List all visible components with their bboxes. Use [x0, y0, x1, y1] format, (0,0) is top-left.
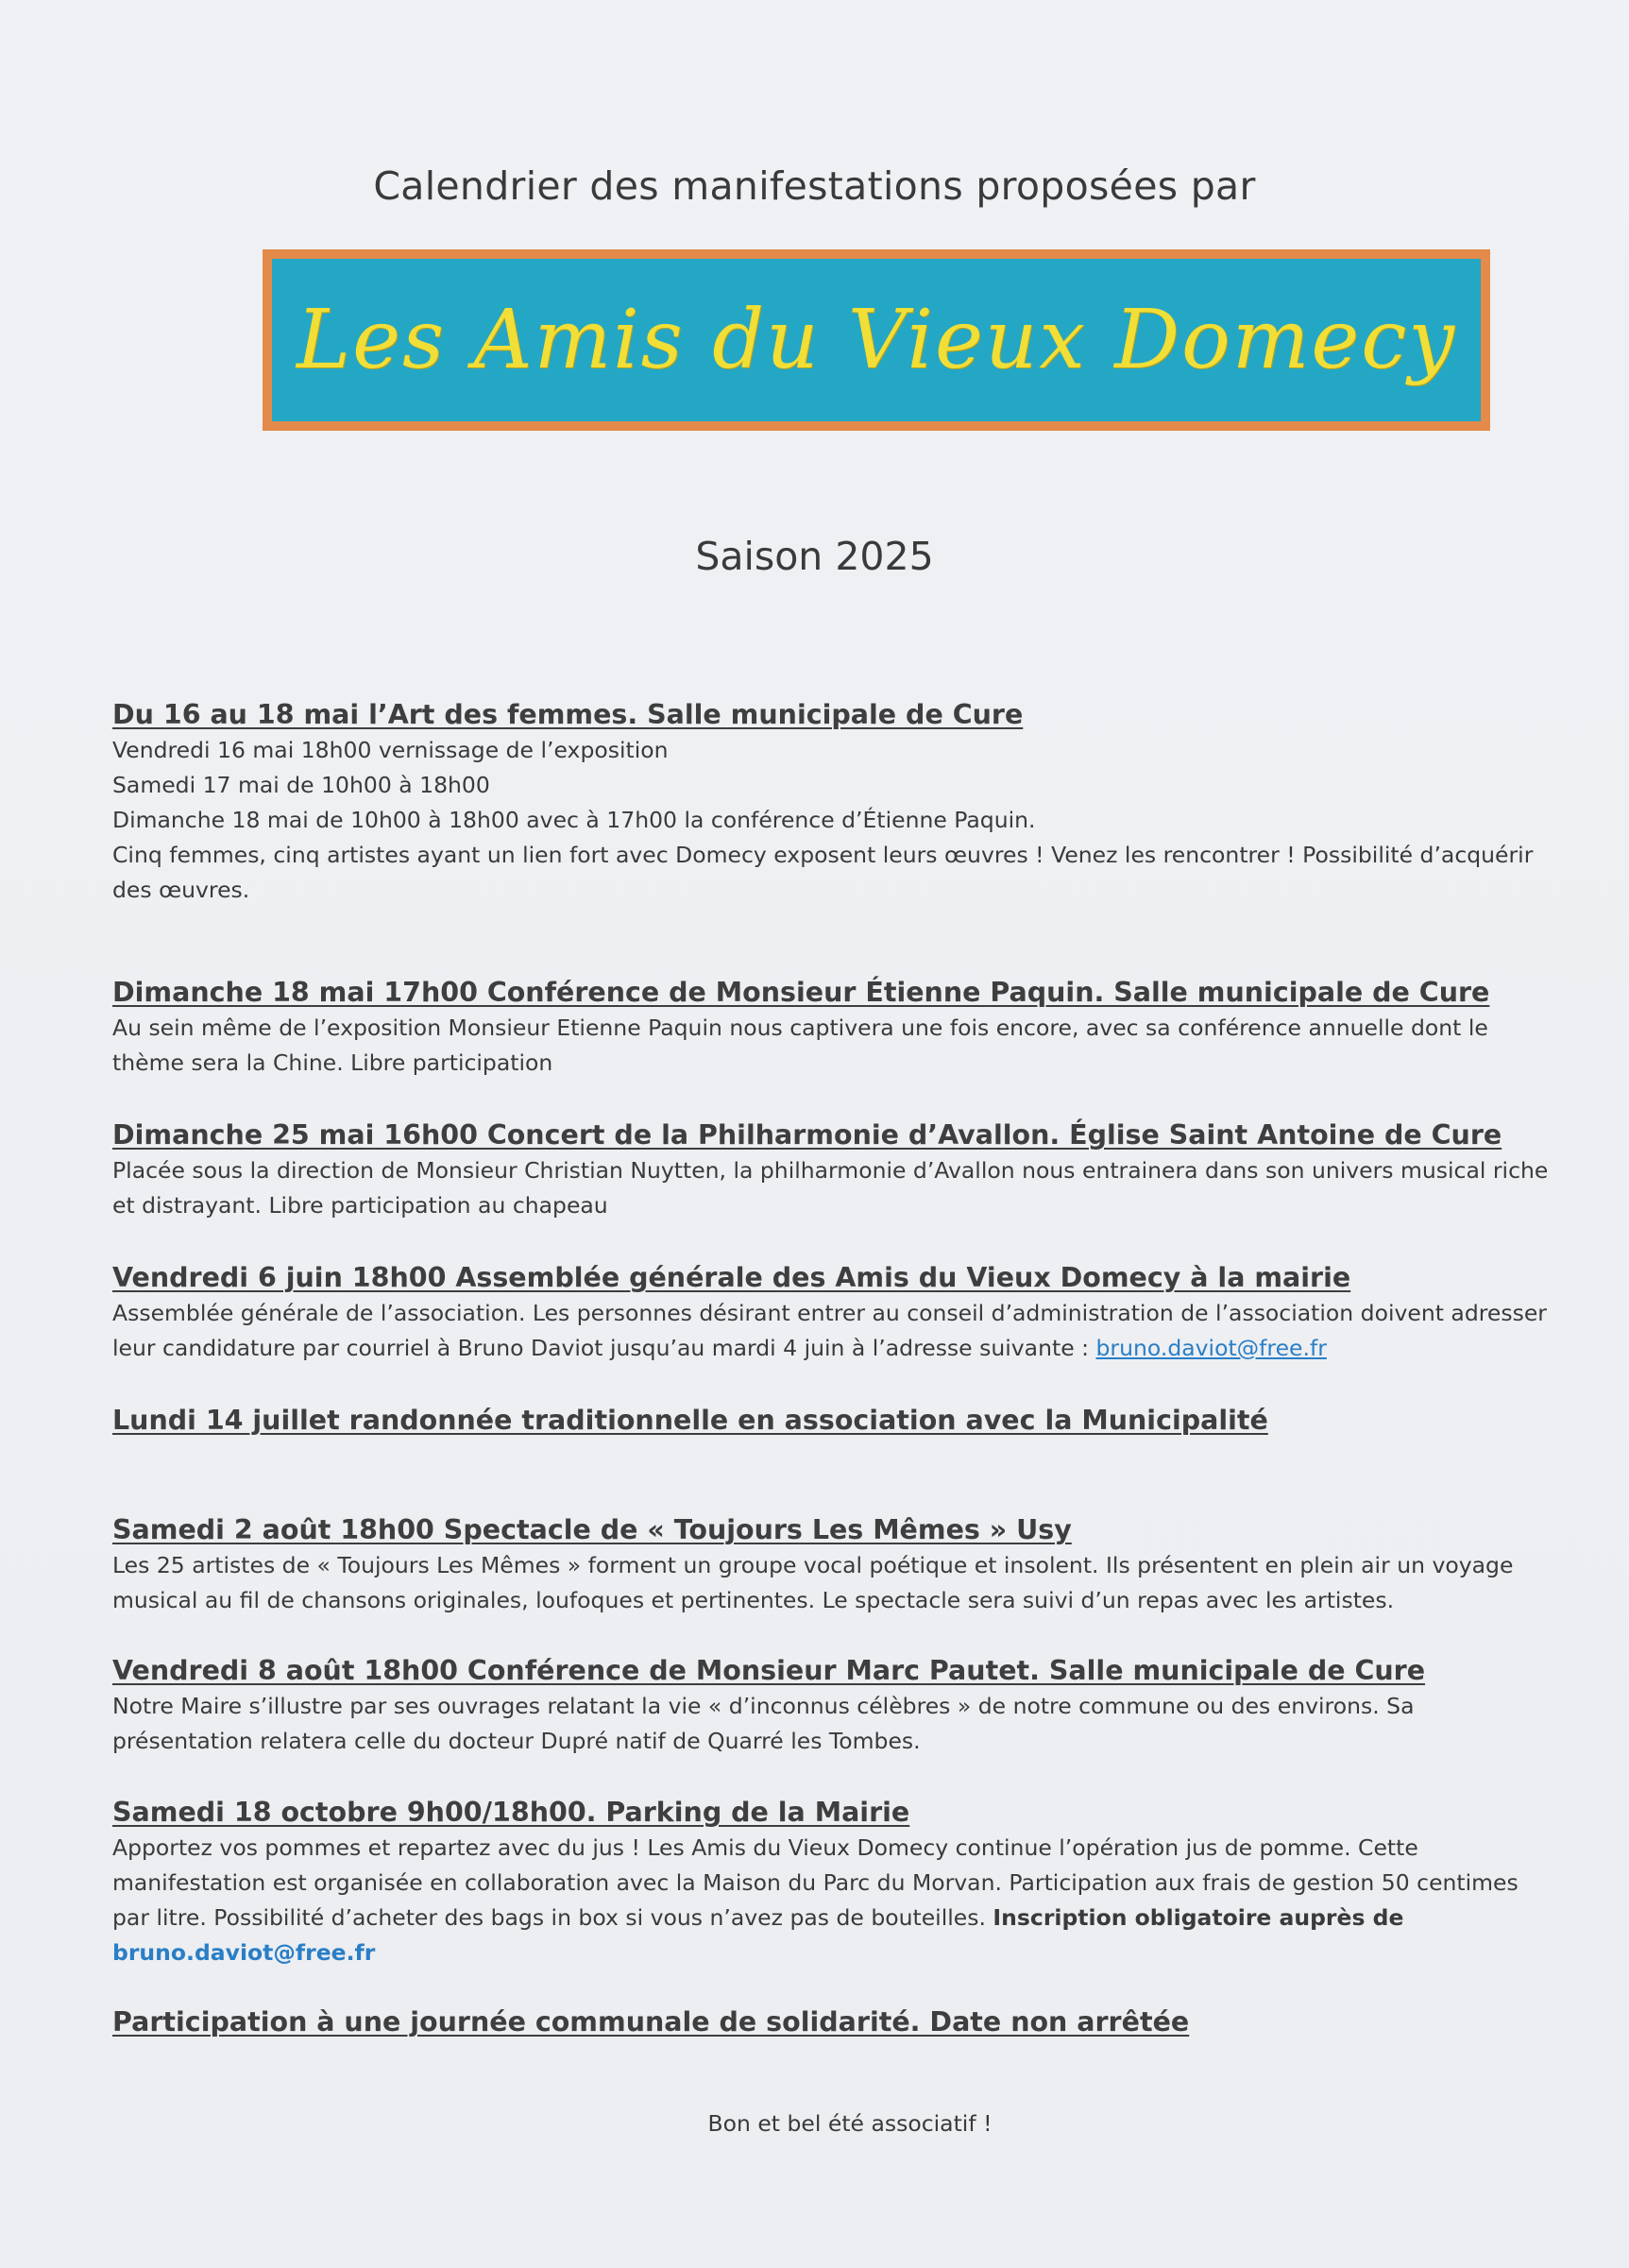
- event-conference-pautet: [112, 1653, 1576, 1759]
- event-description: [112, 1296, 1548, 1366]
- event-text: Assemblée générale de l’association. Les personnes désirant entrer au conseil d’administration de l’association doivent adresser leur candidature par courriel à Bruno Daviot jusqu’au mardi 4 juin à l’adresse suivante :: [112, 1300, 1547, 1361]
- event-title: Dimanche 25 mai 16h00 Concert de la Philharmonie d’Avallon. Église Saint Antoine de Cure: [112, 1119, 1502, 1151]
- event-description: [112, 1831, 1553, 1970]
- event-title: Lundi 14 juillet randonnée traditionnelle en association avec la Municipalité: [112, 1405, 1268, 1436]
- event-randonnee: [112, 1403, 1576, 1439]
- event-concert-philharmonie: [112, 1117, 1576, 1223]
- event-title: Samedi 18 octobre 9h00/18h00. Parking de la Mairie: [112, 1797, 910, 1828]
- event-art-des-femmes: [112, 697, 1576, 908]
- email-text[interactable]: bruno.daviot@free.fr: [112, 1939, 376, 1966]
- season-title: Saison 2025: [695, 534, 934, 579]
- registration-notice: Inscription obligatoire auprès de: [993, 1904, 1404, 1931]
- event-assemblee-generale: [112, 1260, 1576, 1366]
- event-description: Placée sous la direction de Monsieur Christian Nuytten, la philharmonie d’Avallon nous entrainera dans son univers musical riche et distrayant. Libre participation au chapeau: [112, 1157, 1549, 1219]
- association-banner: [263, 249, 1490, 431]
- event-description: Les 25 artistes de « Toujours Les Mêmes » forment un groupe vocal poétique et insolent. Ils présentent en plein air un voyage musical au fil de chansons originales, loufoques et pertinentes. Le spectacle sera suivi d’un repas avec les artistes.: [112, 1552, 1514, 1613]
- banner-inner: [272, 259, 1481, 421]
- intro-heading: Calendrier des manifestations proposées par: [373, 163, 1256, 209]
- event-title: Du 16 au 18 mai l’Art des femmes. Salle municipale de Cure: [112, 699, 1024, 730]
- event-spectacle-toujours-les-memes: [112, 1512, 1576, 1618]
- event-description: Notre Maire s’illustre par ses ouvrages relatant la vie « d’inconnus célèbres » de notre commune ou des environs. Sa présentation relatera celle du docteur Dupré natif de Quarré les Tombes.: [112, 1693, 1415, 1754]
- event-title: Participation à une journée communale de solidarité. Date non arrêtée: [112, 2006, 1190, 2038]
- event-line: Samedi 17 mai de 10h00 à 18h00: [112, 772, 490, 798]
- event-title: Vendredi 6 juin 18h00 Assemblée générale des Amis du Vieux Domecy à la mairie: [112, 1262, 1351, 1293]
- event-line: Vendredi 16 mai 18h00 vernissage de l’exposition: [112, 737, 669, 763]
- event-title: Vendredi 8 août 18h00 Conférence de Monsieur Marc Pautet. Salle municipale de Cure: [112, 1655, 1426, 1686]
- banner-title: Les Amis du Vieux Domecy: [296, 293, 1457, 387]
- event-line: Dimanche 18 mai de 10h00 à 18h00 avec à 17h00 la conférence d’Étienne Paquin.: [112, 807, 1036, 833]
- event-conference-paquin: [112, 975, 1576, 1081]
- event-title: Dimanche 18 mai 17h00 Conférence de Monsieur Étienne Paquin. Salle municipale de Cure: [112, 977, 1490, 1008]
- event-text: Apportez vos pommes et repartez avec du jus ! Les Amis du Vieux Domecy continue l’opération jus de pomme. Cette manifestation est organisée en collaboration avec la Maison du Parc du Morvan. Participation aux frais de gestion 50 centimes par litre. Possibilité d’acheter des bags in box si vous n’avez pas de bouteilles.: [112, 1834, 1519, 1931]
- event-title: Samedi 2 août 18h00 Spectacle de « Toujours Les Mêmes » Usy: [112, 1514, 1072, 1545]
- email-link[interactable]: bruno.daviot@free.fr: [1095, 1335, 1327, 1361]
- event-jus-de-pomme: [112, 1795, 1576, 1970]
- event-line: Cinq femmes, cinq artistes ayant un lien fort avec Domecy exposent leurs œuvres ! Venez les rencontrer ! Possibilité d’acquérir des œuvres.: [112, 842, 1534, 903]
- closing-message: Bon et bel été associatif !: [707, 2110, 993, 2137]
- event-journee-solidarite: [112, 2004, 1576, 2040]
- event-description: Au sein même de l’exposition Monsieur Etienne Paquin nous captivera une fois encore, avec sa conférence annuelle dont le thème sera la Chine. Libre participation: [112, 1015, 1488, 1076]
